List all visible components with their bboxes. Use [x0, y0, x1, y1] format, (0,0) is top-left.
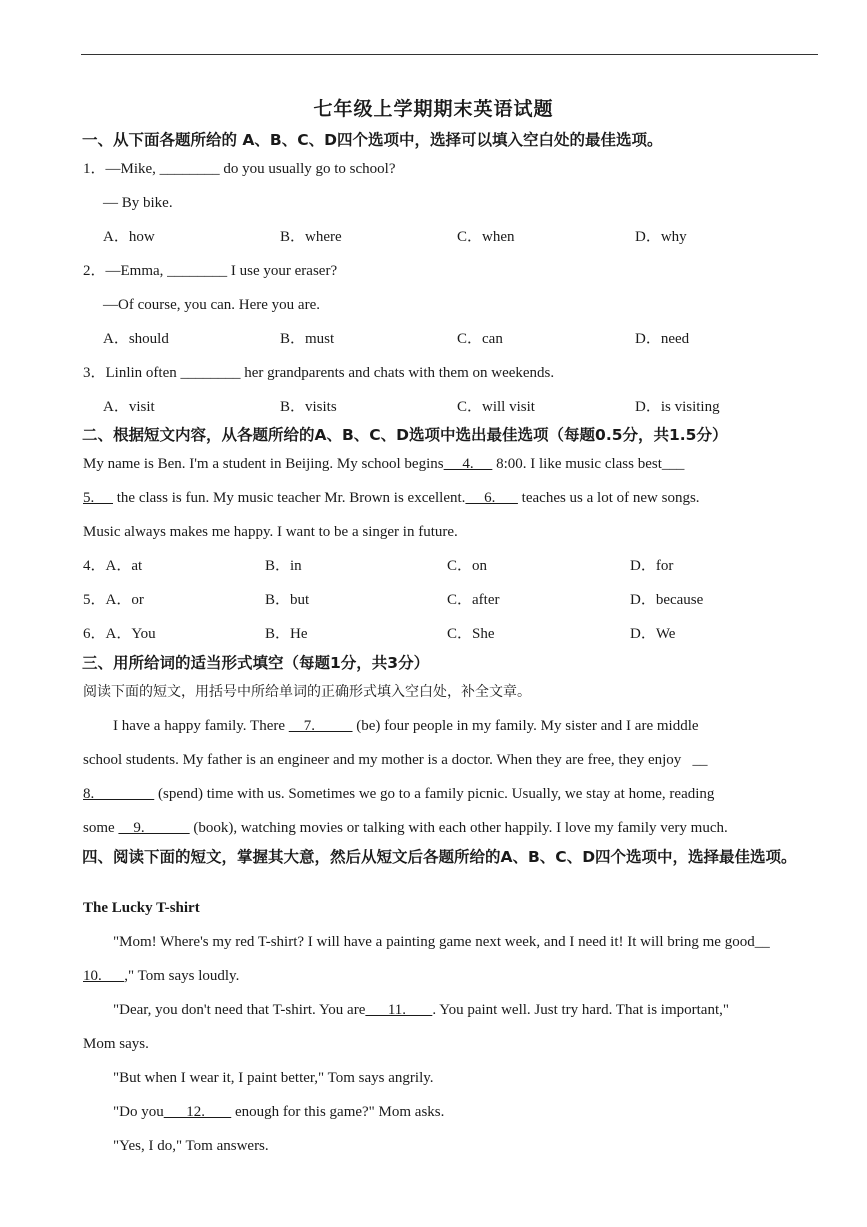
story-text: enough for this game?" Mom asks.	[231, 1104, 445, 1120]
question-2-option-b[interactable]: B．must	[280, 331, 335, 347]
blank-5-start[interactable]: ___	[661, 456, 685, 472]
question-2-option-a[interactable]: A．should	[103, 331, 169, 347]
question-6-option-c[interactable]: C．She	[447, 626, 495, 642]
question-5-option-d[interactable]: D．because	[630, 592, 704, 608]
blank-5[interactable]: 5.	[83, 490, 113, 506]
question-1-option-c[interactable]: C．when	[457, 229, 515, 245]
blank-12[interactable]: 12.	[163, 1104, 232, 1120]
section-3-heading: 三、用所给词的适当形式填空（每题1分，共3分）	[82, 654, 430, 672]
section-3-instruction: 阅读下面的短文，用括号中所给单词的正确形式填入空白处，补全文章。	[83, 684, 531, 700]
question-4-option-a[interactable]: 4．A．at	[83, 558, 143, 574]
header-rule	[81, 54, 818, 55]
story-text: "Do you	[113, 1104, 164, 1120]
blank-4[interactable]: 4.	[443, 456, 493, 472]
story-line: "Yes, I do," Tom answers.	[113, 1138, 269, 1154]
passage-text: (spend) time with us. Sometimes we go to a family picnic. Usually, we stay at home, reading	[154, 786, 715, 802]
passage-text: My name is Ben. I'm a student in Beijing. My school begins	[83, 456, 444, 472]
passage-text: teaches us a lot of new songs.	[517, 490, 700, 506]
question-1-stem: 1．—Mike, ________ do you usually go to school?	[83, 161, 396, 177]
question-1-option-a[interactable]: A．how	[103, 229, 155, 245]
question-3-stem: 3．Linlin often ________ her grandparents and chats with them on weekends.	[83, 365, 555, 381]
question-3-option-c[interactable]: C．will visit	[457, 399, 535, 415]
story-text: "Mom! Where's my red T-shirt? I will have a painting game next week, and I need it! It will bring me good	[113, 934, 755, 950]
section-4-heading: 四、阅读下面的短文，掌握其大意，然后从短文后各题所给的A、B、C、D四个选项中，选择最佳选项。	[82, 848, 797, 866]
page-title: 七年级上学期期末英语试题	[313, 98, 554, 120]
blank-10-start[interactable]: __	[754, 934, 770, 950]
story-text: . You paint well. Just try hard. That is important,"	[432, 1002, 729, 1018]
question-2-reply: —Of course, you can. Here you are.	[103, 297, 320, 313]
question-2-option-c[interactable]: C．can	[457, 331, 503, 347]
story-line	[113, 932, 770, 952]
section-2-heading: 二、根据短文内容，从各题所给的A、B、C、D选项中选出最佳选项（每题0.5分，共1.5分）	[82, 426, 728, 444]
passage-line	[113, 716, 699, 736]
question-3-option-b[interactable]: B．visits	[280, 399, 337, 415]
passage-text: school students. My father is an engineer and my mother is a doctor. When they are free, they enjoy	[83, 752, 686, 768]
question-5-option-c[interactable]: C．after	[447, 592, 500, 608]
passage-text: 8:00. I like music class best	[492, 456, 662, 472]
passage-line	[83, 784, 714, 804]
blank-9[interactable]: 9.	[118, 820, 190, 836]
blank-8[interactable]: 8.	[83, 786, 155, 802]
question-4-option-b[interactable]: B．in	[265, 558, 302, 574]
question-6-option-a[interactable]: 6．A．You	[83, 626, 156, 642]
question-2-option-d[interactable]: D．need	[635, 331, 690, 347]
blank-11[interactable]: 11.	[365, 1002, 433, 1018]
passage-line	[83, 750, 708, 770]
question-1-option-b[interactable]: B．where	[280, 229, 342, 245]
story-title: The Lucky T-shirt	[83, 900, 200, 916]
story-line: Mom says.	[83, 1036, 149, 1052]
passage-text: I have a happy family. There	[113, 718, 289, 734]
question-1-reply: — By bike.	[103, 195, 173, 211]
blank-6[interactable]: 6.	[465, 490, 518, 506]
question-5-option-a[interactable]: 5．A．or	[83, 592, 144, 608]
story-line	[83, 966, 239, 986]
question-6-option-d[interactable]: D．We	[630, 626, 676, 642]
story-text: ," Tom says loudly.	[124, 968, 240, 984]
question-2-stem: 2．—Emma, ________ I use your eraser?	[83, 263, 338, 279]
passage-text: some	[83, 820, 119, 836]
question-4-option-d[interactable]: D．for	[630, 558, 674, 574]
question-3-option-a[interactable]: A．visit	[103, 399, 155, 415]
story-text: "Dear, you don't need that T-shirt. You are	[113, 1002, 366, 1018]
passage-line: Music always makes me happy. I want to be a singer in future.	[83, 524, 458, 540]
question-3-option-d[interactable]: D．is visiting	[635, 399, 720, 415]
passage-text: (be) four people in my family. My sister and I are middle	[352, 718, 699, 734]
question-6-option-b[interactable]: B．He	[265, 626, 308, 642]
story-line	[113, 1000, 729, 1020]
passage-line	[83, 818, 728, 838]
passage-line	[83, 488, 700, 508]
passage-line	[83, 454, 684, 474]
question-4-option-c[interactable]: C．on	[447, 558, 488, 574]
story-line: "But when I wear it, I paint better," Tom says angrily.	[113, 1070, 434, 1086]
passage-text: the class is fun. My music teacher Mr. Brown is excellent.	[113, 490, 466, 506]
section-1-heading: 一、从下面各题所给的 A、B、C、D四个选项中，选择可以填入空白处的最佳选项。	[82, 131, 663, 149]
question-5-option-b[interactable]: B．but	[265, 592, 310, 608]
story-line	[113, 1102, 444, 1122]
question-1-option-d[interactable]: D．why	[635, 229, 687, 245]
blank-10[interactable]: 10.	[83, 968, 125, 984]
blank-7[interactable]: 7.	[288, 718, 353, 734]
blank-8-start[interactable]: __	[685, 752, 708, 768]
passage-text: (book), watching movies or talking with each other happily. I love my family very much.	[189, 820, 728, 836]
